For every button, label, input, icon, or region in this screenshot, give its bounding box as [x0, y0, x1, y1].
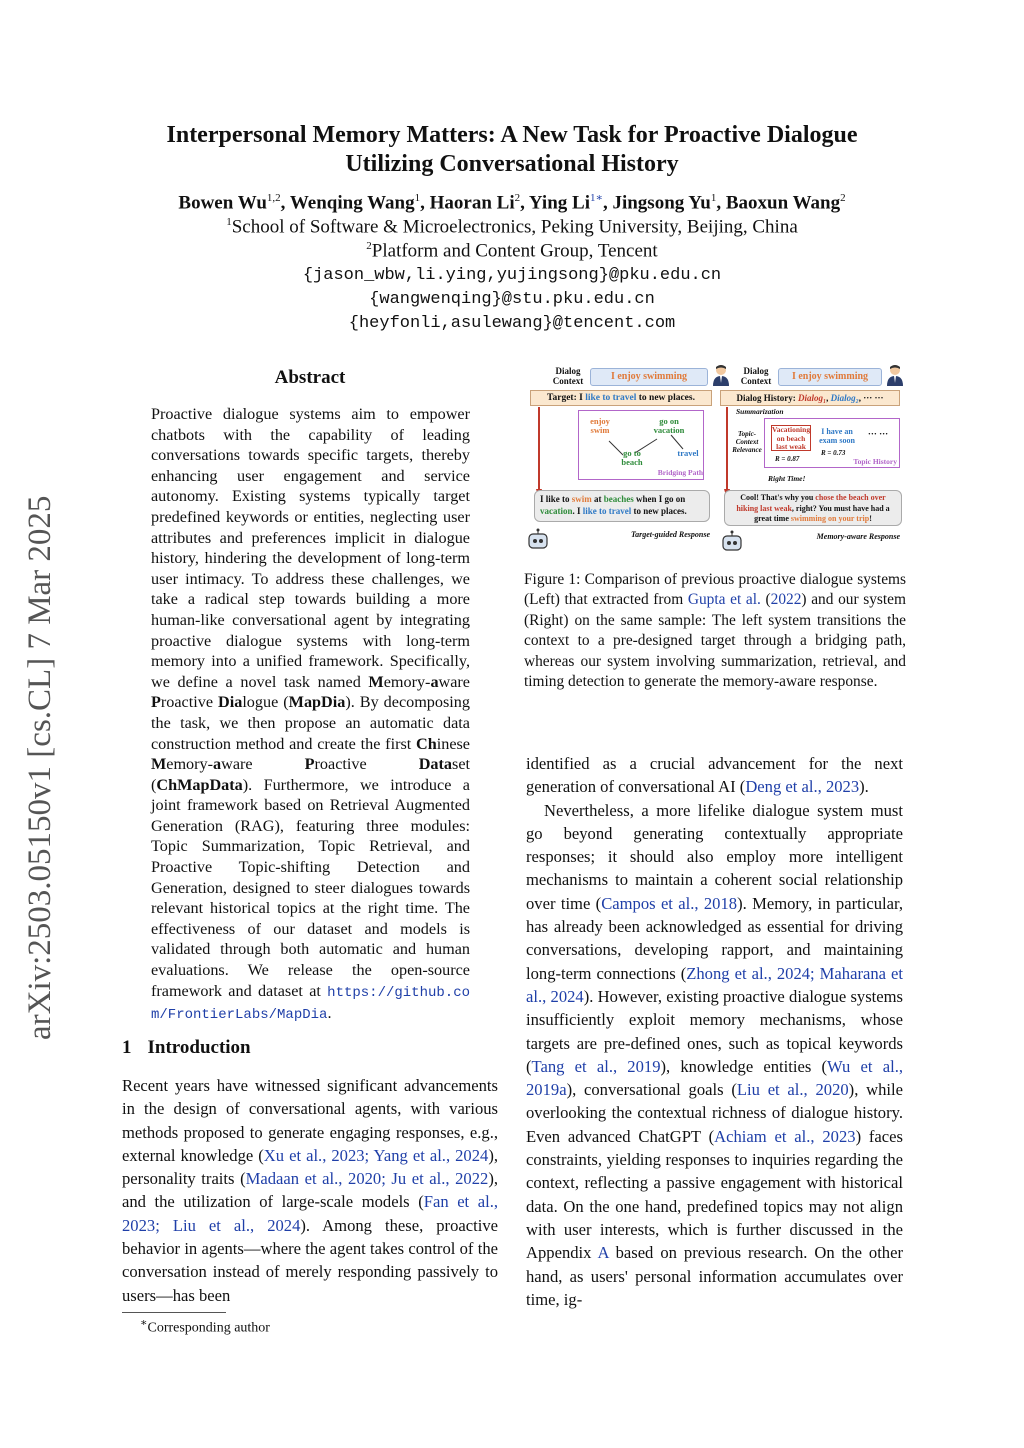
acronym-letter: a [430, 672, 439, 691]
topic-card-more: ··· ··· [867, 429, 889, 439]
summarization-label: Summarization [736, 407, 784, 416]
caption-text: ( [760, 591, 771, 609]
body-text: ), and the utilization of large-scale models ( [122, 1169, 499, 1212]
footnote [140, 1316, 270, 1337]
abstract-text: ware [438, 672, 470, 691]
figure-1 [524, 360, 906, 558]
citation-link[interactable]: Tang et al., 2019 [531, 1056, 661, 1076]
right-response-bubble [724, 490, 902, 526]
citation-link[interactable]: Wu et al., 2019a [526, 1056, 903, 1100]
history-text: , ··· ··· [858, 393, 884, 403]
citation-link[interactable]: Liu et al., 2020 [736, 1080, 849, 1100]
resp-highlight: like to travel [582, 505, 632, 516]
affil-text: Platform and Content Group, Tencent [371, 240, 658, 262]
author-affil-mark: 1,2 [266, 192, 281, 204]
citation-link[interactable]: 2022 [770, 591, 802, 609]
left-response-bubble [534, 490, 710, 522]
left-target-box [530, 390, 712, 406]
abstract-text: emory- [166, 755, 214, 774]
citation-link[interactable]: Zhong et al., 2024; Maharana et al., 2024 [526, 963, 903, 1006]
acronym-letter: P [304, 755, 315, 774]
acronym-letter: Ch [416, 734, 437, 753]
author-name: Bowen Wu [178, 192, 267, 214]
right-time-label: Right Time! [768, 474, 806, 483]
abstract-text: By decomposing the task, we then propose an automatic data construction method and create the first [151, 693, 470, 753]
robot-icon [720, 530, 744, 554]
abstract-text: logue ( [242, 693, 289, 712]
email-line-1: {jason_wbw,li.ying,yujingsong}@pku.edu.cn [302, 266, 722, 285]
abstract-text: emory- [383, 672, 431, 691]
user-avatar-icon [712, 364, 730, 386]
dialog-2-label: Dialog₂ [830, 393, 859, 403]
title-line-2: Utilizing Conversational History [345, 151, 679, 177]
body-text: ), knowledge entities ( [660, 1056, 828, 1076]
citation-link[interactable]: Campos et al., 2018 [601, 893, 738, 913]
abstract-body [151, 404, 470, 1026]
figure-1-caption [524, 570, 906, 692]
section-heading-introduction [122, 1037, 251, 1059]
body-text: ) faces constraints, yielding responses to inquiries regarding the context, reflecting a passive engagement with historical data. On the one hand, predefined topics may not align with user interests, which is further discussed in the Appendix [526, 1126, 903, 1263]
affiliation-1 [80, 216, 944, 238]
resp-text: ! [869, 514, 872, 523]
body-text: identified as a crucial advancement for the next generation of conversational AI ( [526, 754, 903, 797]
abstract-text: roactive [160, 693, 219, 712]
caption-text: Figure 1: Comparison of previous proactive dialogue systems (Left) that extracted from [524, 571, 906, 609]
user-avatar-icon [886, 364, 904, 386]
abstract-text: Furthermore, we introduce a joint framework based on Retrieval Augmented Generation (RAG), featuring three modules: Topic Summarization, Topic Retrieval, and Proactive Topic-shifting Detection and Generation, designed to steer dialogues towards relevant historical topics at the right time. The effectiveness of our dataset and models is validated through both automatic and human evaluations. We release the open-source framework and dataset at [151, 775, 470, 1000]
author-name: , Wenqing Wang [280, 192, 415, 214]
left-context-bubble: I enjoy swimming [590, 368, 708, 386]
resp-highlight: swimming on your trip [790, 514, 870, 523]
body-text: based on previous research. On the other hand, as users' personal information accumulates over time, ig- [526, 1243, 904, 1309]
right-column-body [526, 752, 903, 1311]
email-line-3: {heyfonli,asulewang}@tencent.com [348, 314, 676, 333]
abstract-text: Proactive dialogue systems aim to empower chatbots with the capability of leading conversations towards specific targets, thereby enhancing user engagement and service autonomy. Existing systems typically target predefined keywords or entities, neglecting user attributes and preferences implicit in dialogue history, hindering the development of long-term user intimacy. To address these challenges, we take a radical step towards building a more human-like conversational agent by integrating proactive dialogue systems with long-term memory into a unified framework. Specifically, we define a novel task named [151, 405, 470, 691]
robot-icon [526, 528, 550, 552]
body-text: Nevertheless, a more lifelike dialogue system must go beyond generating contextually appropriate responses; it should also employ more intelligent mechanisms to maintain a coherent social relationship over time ( [526, 800, 903, 913]
citation-link[interactable]: Madaan et al., 2020; Ju et al., 2022 [245, 1169, 489, 1189]
topic-context-relevance-label: Topic-Context Relevance [732, 430, 762, 454]
section-number: 1 [122, 1037, 132, 1058]
target-highlight: like to travel [585, 393, 637, 403]
affil-mark: 1 [226, 216, 232, 228]
section-title: Introduction [147, 1037, 251, 1058]
resp-text: at [591, 494, 604, 504]
target-text: Target: I [547, 393, 586, 403]
author-affil-mark: 1 [414, 192, 421, 204]
topic-history-label: Topic History [853, 457, 897, 466]
arxiv-identifier: arXiv:2503.05150v1 [cs.CL] 7 Mar 2025 [22, 495, 58, 1040]
resp-highlight: chose the beach over hiking last weak [736, 493, 886, 513]
resp-highlight: beaches [603, 494, 634, 504]
right-panel-label: Memory-aware Response [816, 532, 900, 541]
caption-text: ) and our system (Right) on the same sample: The left system transitions the context to a pre-designed target through a bridging path, whereas our system involving summarization, retrieval, and timing detection to generate the memory-aware response. [524, 591, 906, 691]
footnote-text: Corresponding author [147, 1320, 270, 1336]
left-dialog-context-label: Dialog Context [552, 366, 584, 386]
node-travel: travel [677, 448, 699, 458]
appendix-link[interactable]: A [597, 1243, 609, 1263]
citation-link[interactable]: Xu et al., 2023; Yang et al., 2024 [263, 1145, 489, 1165]
left-panel-label: Target-guided Response [630, 530, 710, 539]
topic-card-2: I have an exam soon [819, 427, 855, 445]
body-text: ). Among these, proactive behavior in agents—where the agent takes control of the conversation instead of merely responding passively to users—has been [122, 1215, 498, 1305]
resp-text: , right? You must have had a great time [754, 503, 890, 523]
body-text: ). [859, 777, 869, 797]
topic-history-box [764, 418, 900, 468]
author-name: , Haoran Li [420, 192, 515, 214]
resp-text: Cool! That's why you [740, 493, 816, 502]
right-context-bubble: I enjoy swimming [778, 368, 882, 386]
acronym-letter: P [151, 693, 161, 712]
relevance-score-1: R = 0.87 [775, 455, 800, 463]
node-go-to-beach: go to beach [621, 448, 643, 467]
abstract-text: . [327, 1004, 332, 1023]
intro-paragraph [122, 1074, 498, 1307]
abstract-text: set ( [151, 755, 470, 794]
abstract-heading: Abstract [274, 367, 346, 388]
citation-link[interactable]: Gupta et al. [687, 591, 761, 609]
bridging-path-box [578, 410, 704, 480]
body-text: ), personality traits ( [122, 1145, 498, 1189]
abstract-text: inese [436, 734, 470, 753]
author-name: , Baoxun Wang [716, 192, 841, 214]
affiliation-2 [80, 240, 944, 262]
task-name: MapDia [288, 693, 346, 712]
author-affil-mark: 2 [514, 192, 521, 204]
node-enjoy-swim: enjoy swim [590, 416, 610, 435]
resp-text: to new places. [631, 505, 687, 516]
author-name: , Ying Li [520, 192, 590, 214]
right-dialog-context-label: Dialog Context [740, 366, 772, 386]
affil-text: School of Software & Microelectronics, Peking University, Beijing, China [231, 216, 798, 238]
acronym-letter: Dia [218, 693, 243, 712]
relevance-score-2: R = 0.73 [821, 449, 846, 457]
body-text: ). However, existing proactive dialogue systems insufficiently exploit memory mechanisms, whose targets are pre-defined ones, such as topical keywords ( [526, 986, 904, 1076]
resp-highlight: swim [571, 494, 592, 504]
body-text: Recent years have witnessed significant advancements in the design of conversational agents, with various methods proposed to generate engaging responses, e.g., external knowledge ( [122, 1076, 498, 1165]
author-affil-mark: 1 [710, 192, 717, 204]
author-name: , Jingsong Yu [602, 192, 711, 214]
acronym-letter: a [213, 755, 222, 774]
paper-title [80, 121, 944, 179]
bridging-path-label: Bridging Path [657, 468, 703, 477]
dialog-history-box: Dialog History: Dialog₁, Dialog₂, ··· ··· [720, 390, 900, 406]
citation-link[interactable]: Achiam et al., 2023 [714, 1126, 856, 1146]
author-list [80, 191, 944, 214]
title-line-1: Interpersonal Memory Matters: A New Task for Proactive Dialogue [166, 122, 858, 148]
acronym-letter: M [368, 672, 384, 691]
footnote-mark: ∗ [140, 1317, 148, 1329]
abstract-text: ). [242, 775, 253, 794]
body-text: ), while overlooking the contextual richness of dialogue history. Even advanced ChatGPT ( [526, 1080, 903, 1146]
body-text: ), conversational goals ( [566, 1080, 737, 1100]
acronym-letter: M [151, 755, 167, 774]
repo-link[interactable]: https://github.com/FrontierLabs/MapDia [151, 984, 470, 1024]
email-line-2: {wangwenqing}@stu.pku.edu.cn [369, 290, 655, 309]
history-text: Dialog History: [736, 393, 798, 403]
left-flow-arrow [536, 407, 542, 499]
citation-link[interactable]: Fan et al., 2023; Liu et al., 2024 [122, 1192, 498, 1235]
affil-mark: 2 [366, 240, 372, 252]
resp-text: when I go on [633, 494, 686, 504]
resp-highlight: vacation [540, 505, 573, 516]
target-text: to new places. [636, 393, 695, 403]
author-affil-mark: 2 [840, 192, 846, 204]
body-text: ). Memory, in particular, has already been acknowledged as essential for driving conversations, developing rapport, and maintaining long-term connections ( [526, 893, 903, 983]
dialog-1-label: Dialog₁ [797, 393, 827, 403]
node-go-on-vacation: go on vacation [653, 416, 685, 435]
acronym-letter: Data [418, 755, 453, 774]
footnote-rule [122, 1312, 226, 1313]
abstract-text: roactive [314, 755, 419, 774]
abstract-text: ). [345, 693, 355, 712]
resp-text: I like to [540, 494, 572, 504]
resp-text: . I [572, 505, 583, 516]
dataset-name: ChMapData [156, 775, 243, 794]
author-affil-mark[interactable]: 1∗ [589, 192, 603, 204]
abstract-text: ware [221, 755, 305, 774]
citation-link[interactable]: Deng et al., 2023 [745, 777, 860, 797]
topic-card-1: Vacationing on beach last weak [772, 425, 811, 451]
